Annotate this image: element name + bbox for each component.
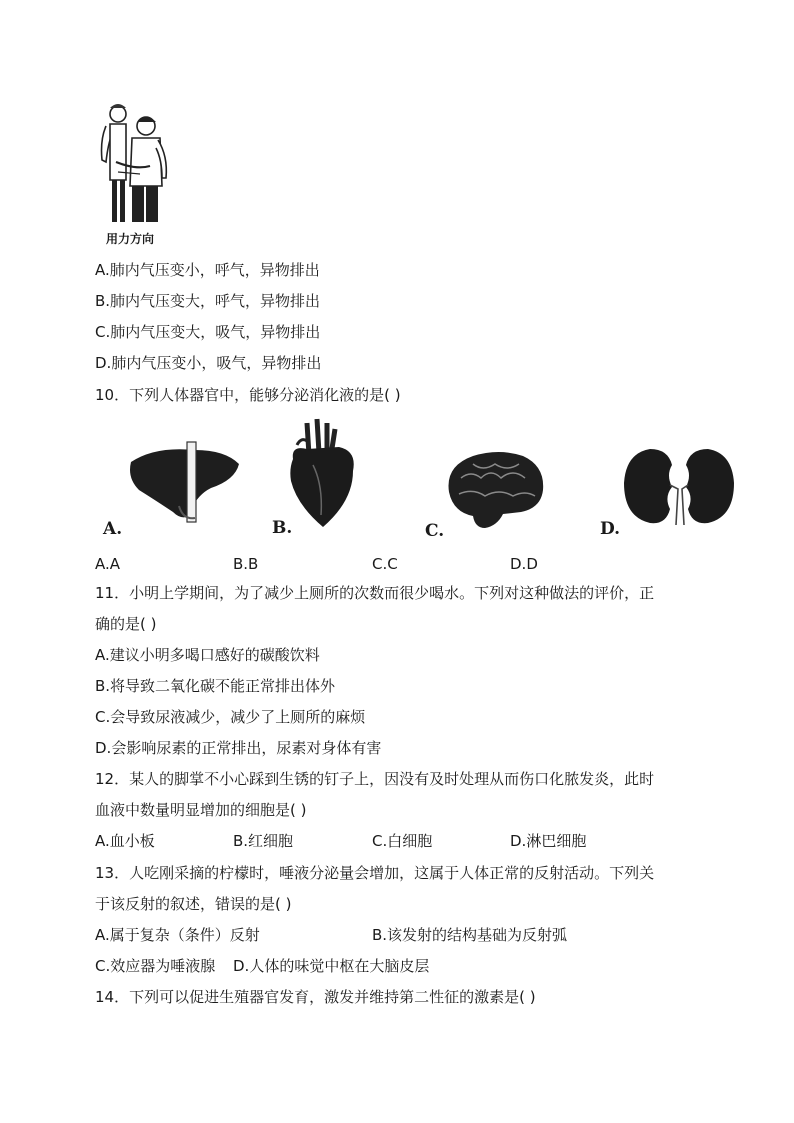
q10-option-d: D.D (510, 555, 538, 573)
q10-option-c: C.C (372, 555, 398, 573)
q9-option-a: A.肺内气压变小，呼气，异物排出 (95, 261, 320, 279)
organ-label-a: A. (103, 519, 123, 539)
q13-option-c: C.效应器为唾液腺 (95, 957, 216, 975)
q9-option-d: D.肺内气压变小，吸气，异物排出 (95, 354, 322, 372)
q10-option-a: A.A (95, 555, 121, 573)
q13-stem-line2: 于该反射的叙述，错误的是( ) (95, 895, 292, 913)
brain-image (443, 448, 548, 533)
heimlich-figure (96, 100, 176, 230)
organ-label-d: D. (600, 519, 621, 539)
q11-stem-line1: 11．小明上学期间，为了减少上厕所的次数而很少喝水。下列对这种做法的评价，正 (95, 584, 655, 602)
organ-brain (443, 448, 548, 533)
q12-option-b: B.红细胞 (233, 832, 294, 850)
organ-kidneys (620, 445, 740, 530)
kidneys-image (620, 445, 740, 530)
q13-option-b: B.该发射的结构基础为反射弧 (372, 926, 568, 944)
q11-option-a: A.建议小明多喝口感好的碳酸饮料 (95, 646, 320, 664)
q11-option-b: B.将导致二氧化碳不能正常排出体外 (95, 677, 336, 695)
q9-option-c: C.肺内气压变大，吸气，异物排出 (95, 323, 321, 341)
q14-stem: 14．下列可以促进生殖器官发育，激发并维持第二性征的激素是( ) (95, 988, 536, 1006)
q11-stem-line2: 确的是( ) (95, 615, 157, 633)
q13-stem-line1: 13．人吃刚采摘的柠檬时，唾液分泌量会增加，这属于人体正常的反射活动。下列关 (95, 864, 655, 882)
organ-liver (125, 440, 245, 525)
heimlich-illustration (96, 100, 176, 228)
heart-image (283, 415, 363, 530)
q12-option-a: A.血小板 (95, 832, 155, 850)
q12-option-c: C.白细胞 (372, 832, 433, 850)
q12-stem-line1: 12．某人的脚掌不小心踩到生锈的钉子上，因没有及时处理从而伤口化脓发炎，此时 (95, 770, 655, 788)
q12-stem-line2: 血液中数量明显增加的细胞是( ) (95, 801, 307, 819)
q13-option-a: A.属于复杂（条件）反射 (95, 926, 260, 944)
q10-stem: 10．下列人体器官中，能够分泌消化液的是( ) (95, 386, 401, 404)
q12-option-d: D.淋巴细胞 (510, 832, 587, 850)
q11-option-d: D.会影响尿素的正常排出，尿素对身体有害 (95, 739, 382, 757)
organ-label-b: B. (272, 518, 293, 538)
q11-option-c: C.会导致尿液减少，减少了上厕所的麻烦 (95, 708, 366, 726)
q13-option-d: D.人体的味觉中枢在大脑皮层 (233, 957, 430, 975)
organ-label-c: C. (425, 521, 445, 541)
q9-option-b: B.肺内气压变大，呼气，异物排出 (95, 292, 321, 310)
liver-image (125, 440, 245, 525)
figure-caption: 用力方向 (106, 232, 155, 246)
organ-heart (283, 415, 363, 530)
q10-option-b: B.B (233, 555, 259, 573)
